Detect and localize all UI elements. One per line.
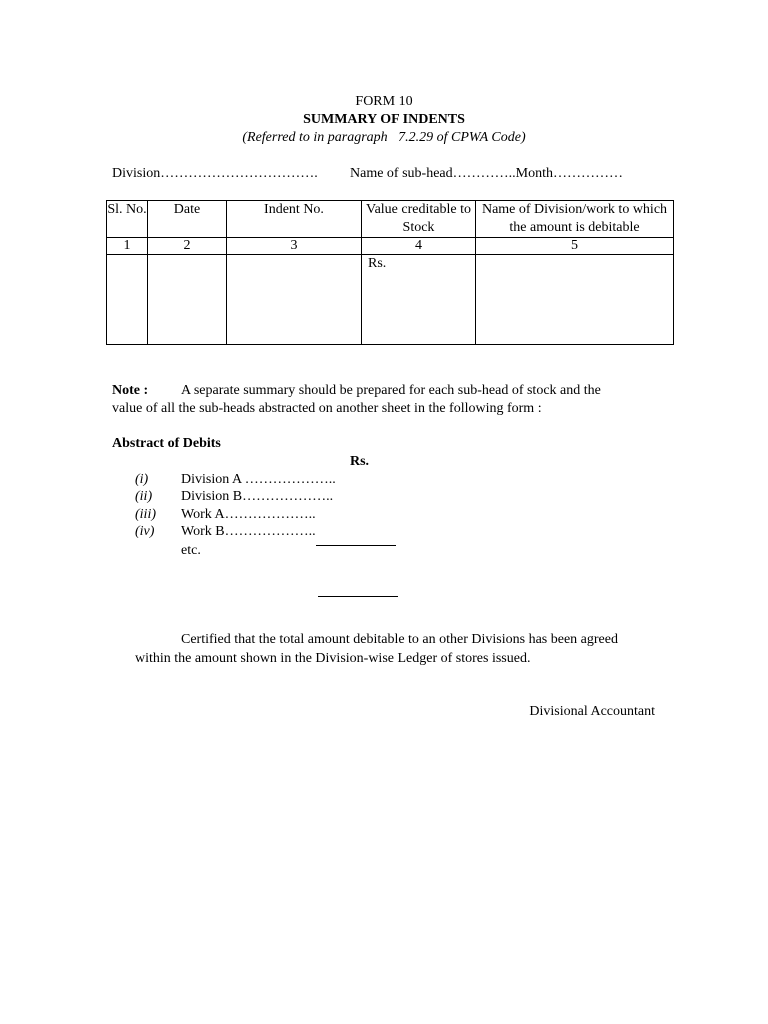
column-number-row [107, 238, 674, 255]
abstract-item-text: Division B……………….. [181, 489, 334, 504]
column-number: 5 [476, 238, 674, 255]
form-reference: (Referred to in paragraph 7.2.29 of CPWA Code) [242, 130, 526, 145]
abstract-item-marker: (i) [135, 472, 149, 487]
abstract-item-text: Division A ……………….. [181, 472, 336, 487]
certificate-line2: within the amount shown in the Division-wise Ledger of stores issued. [135, 651, 531, 666]
column-header-division-work: Name of Division/work to which the amount is debitable [476, 201, 674, 238]
abstract-item-marker: (iv) [135, 524, 155, 539]
abstract-item-marker: (iii) [135, 507, 156, 522]
table-row [107, 255, 674, 345]
abstract-item-text: Work B……………….. [181, 524, 316, 539]
cell-division-work [476, 255, 674, 345]
abstract-item-text: Work A……………….. [181, 507, 316, 522]
column-number: 1 [107, 238, 148, 255]
abstract-heading: Abstract of Debits [112, 436, 221, 451]
division-field: Division……………………………. [112, 166, 318, 181]
abstract-etc: etc. [181, 543, 201, 558]
abstract-item-marker: (ii) [135, 489, 153, 504]
column-number: 3 [227, 238, 362, 255]
total-rule [318, 596, 398, 597]
column-header-sl-no: Sl. No. [107, 201, 148, 238]
cell-value: Rs. [362, 255, 476, 345]
table-header-row [107, 201, 674, 238]
cell-date [148, 255, 227, 345]
column-header-value: Value creditable to Stock [362, 201, 476, 238]
note-text-line2: value of all the sub-heads abstracted on another sheet in the following form : [112, 401, 542, 416]
column-number: 2 [148, 238, 227, 255]
cell-sl-no [107, 255, 148, 345]
subtotal-rule [316, 545, 396, 546]
signature-divisional-accountant: Divisional Accountant [529, 704, 655, 719]
note-text-line1: A separate summary should be prepared for each sub-head of stock and the [181, 383, 601, 398]
form-title: SUMMARY OF INDENTS [303, 112, 465, 127]
column-header-date: Date [148, 201, 227, 238]
cell-indent-no [227, 255, 362, 345]
subhead-month-field: Name of sub-head…………..Month…………… [350, 166, 623, 181]
form-number: FORM 10 [355, 94, 413, 109]
column-header-indent-no: Indent No. [227, 201, 362, 238]
abstract-rs-label: Rs. [350, 454, 370, 469]
note-label: Note : [112, 383, 149, 398]
column-number: 4 [362, 238, 476, 255]
indents-table [106, 200, 674, 345]
certificate-line1: Certified that the total amount debitable to an other Divisions has been agreed [181, 632, 618, 647]
